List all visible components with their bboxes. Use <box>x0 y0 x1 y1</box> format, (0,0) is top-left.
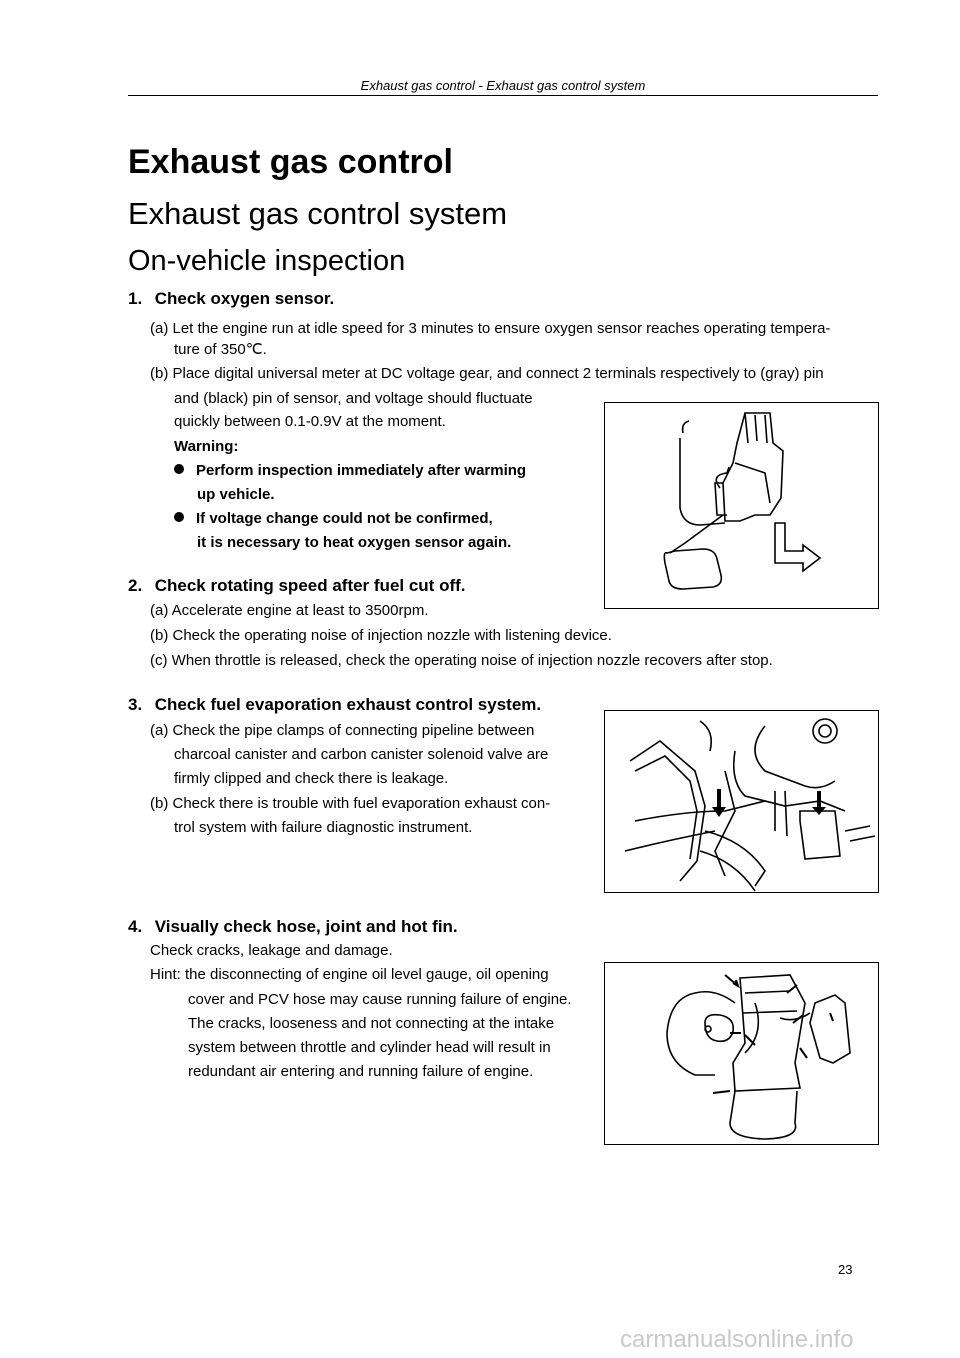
page-number: 23 <box>838 1262 853 1277</box>
step-4-title: Visually check hose, joint and hot fin. <box>154 917 458 936</box>
step-2-a: (a) Accelerate engine at least to 3500rpm. <box>150 602 429 619</box>
warning-item-1-text: Perform inspection immediately after warming <box>196 462 527 479</box>
step-4-hint-line2: cover and PCV hose may cause running failure of engine. <box>188 991 572 1008</box>
step-3-a-line1: (a) Check the pipe clamps of connecting pipeline between <box>150 722 535 739</box>
step-4-line1: Check cracks, leakage and damage. <box>150 942 393 959</box>
step-2-heading <box>128 576 466 596</box>
step-1-number: 1. <box>128 289 143 308</box>
oxygen-sensor-figure <box>604 402 879 609</box>
step-1-a-line2: ture of 350℃. <box>174 341 267 358</box>
oxygen-sensor-drawing <box>605 403 878 608</box>
step-2-c: (c) When throttle is released, check the operating noise of injection nozzle recovers after stop. <box>150 652 773 669</box>
warning-item-2-cont: it is necessary to heat oxygen sensor again. <box>197 534 512 551</box>
warning-item-2-text: If voltage change could not be confirmed, <box>196 510 493 527</box>
step-1-heading <box>128 289 334 309</box>
step-3-a-line2: charcoal canister and carbon canister solenoid valve are <box>174 746 549 763</box>
step-2-title: Check rotating speed after fuel cut off. <box>154 576 466 595</box>
intake-hose-figure <box>604 962 879 1145</box>
step-3-number: 3. <box>128 695 143 714</box>
step-4-hint-line5: redundant air entering and running failure of engine. <box>188 1063 534 1080</box>
page-subtitle: Exhaust gas control system <box>128 196 508 231</box>
header-rule <box>128 95 878 96</box>
step-2-number: 2. <box>128 576 143 595</box>
step-4-hint-line1: Hint: the disconnecting of engine oil level gauge, oil opening <box>150 966 549 983</box>
page-title: Exhaust gas control <box>128 143 453 181</box>
watermark: carmanualsonline.info <box>620 1326 854 1353</box>
step-3-heading <box>128 695 541 715</box>
warning-item-1-cont: up vehicle. <box>197 486 275 503</box>
step-1-title: Check oxygen sensor. <box>154 289 335 308</box>
step-4-hint-line3: The cracks, looseness and not connecting at the intake <box>188 1015 555 1032</box>
bullet-icon <box>174 464 184 474</box>
warning-label: Warning: <box>174 438 239 455</box>
step-4-hint-line4: system between throttle and cylinder head will result in <box>188 1039 551 1056</box>
warning-item-1 <box>174 462 526 480</box>
step-4-heading <box>128 917 458 937</box>
step-1-b-line3: quickly between 0.1-0.9V at the moment. <box>174 413 446 430</box>
step-1-b-line1: (b) Place digital universal meter at DC voltage gear, and connect 2 terminals respectively to (gray) pin <box>150 365 824 382</box>
step-1-a-line1: (a) Let the engine run at idle speed for 3 minutes to ensure oxygen sensor reaches operating tempera- <box>150 320 831 337</box>
step-4-number: 4. <box>128 917 143 936</box>
step-3-b-line2: trol system with failure diagnostic instrument. <box>174 819 473 836</box>
running-header: Exhaust gas control - Exhaust gas control system <box>360 78 646 93</box>
warning-item-2 <box>174 510 493 528</box>
bullet-icon <box>174 512 184 522</box>
canister-pipeline-figure <box>604 710 879 893</box>
canister-pipeline-drawing <box>605 711 878 892</box>
step-3-b-line1: (b) Check there is trouble with fuel evaporation exhaust con- <box>150 795 551 812</box>
step-3-a-line3: firmly clipped and check there is leakage. <box>174 770 449 787</box>
section-heading: On-vehicle inspection <box>128 245 406 277</box>
step-1-b-line2: and (black) pin of sensor, and voltage should fluctuate <box>174 390 533 407</box>
intake-hose-drawing <box>605 963 878 1144</box>
step-3-title: Check fuel evaporation exhaust control system. <box>154 695 542 714</box>
step-2-b: (b) Check the operating noise of injection nozzle with listening device. <box>150 627 612 644</box>
